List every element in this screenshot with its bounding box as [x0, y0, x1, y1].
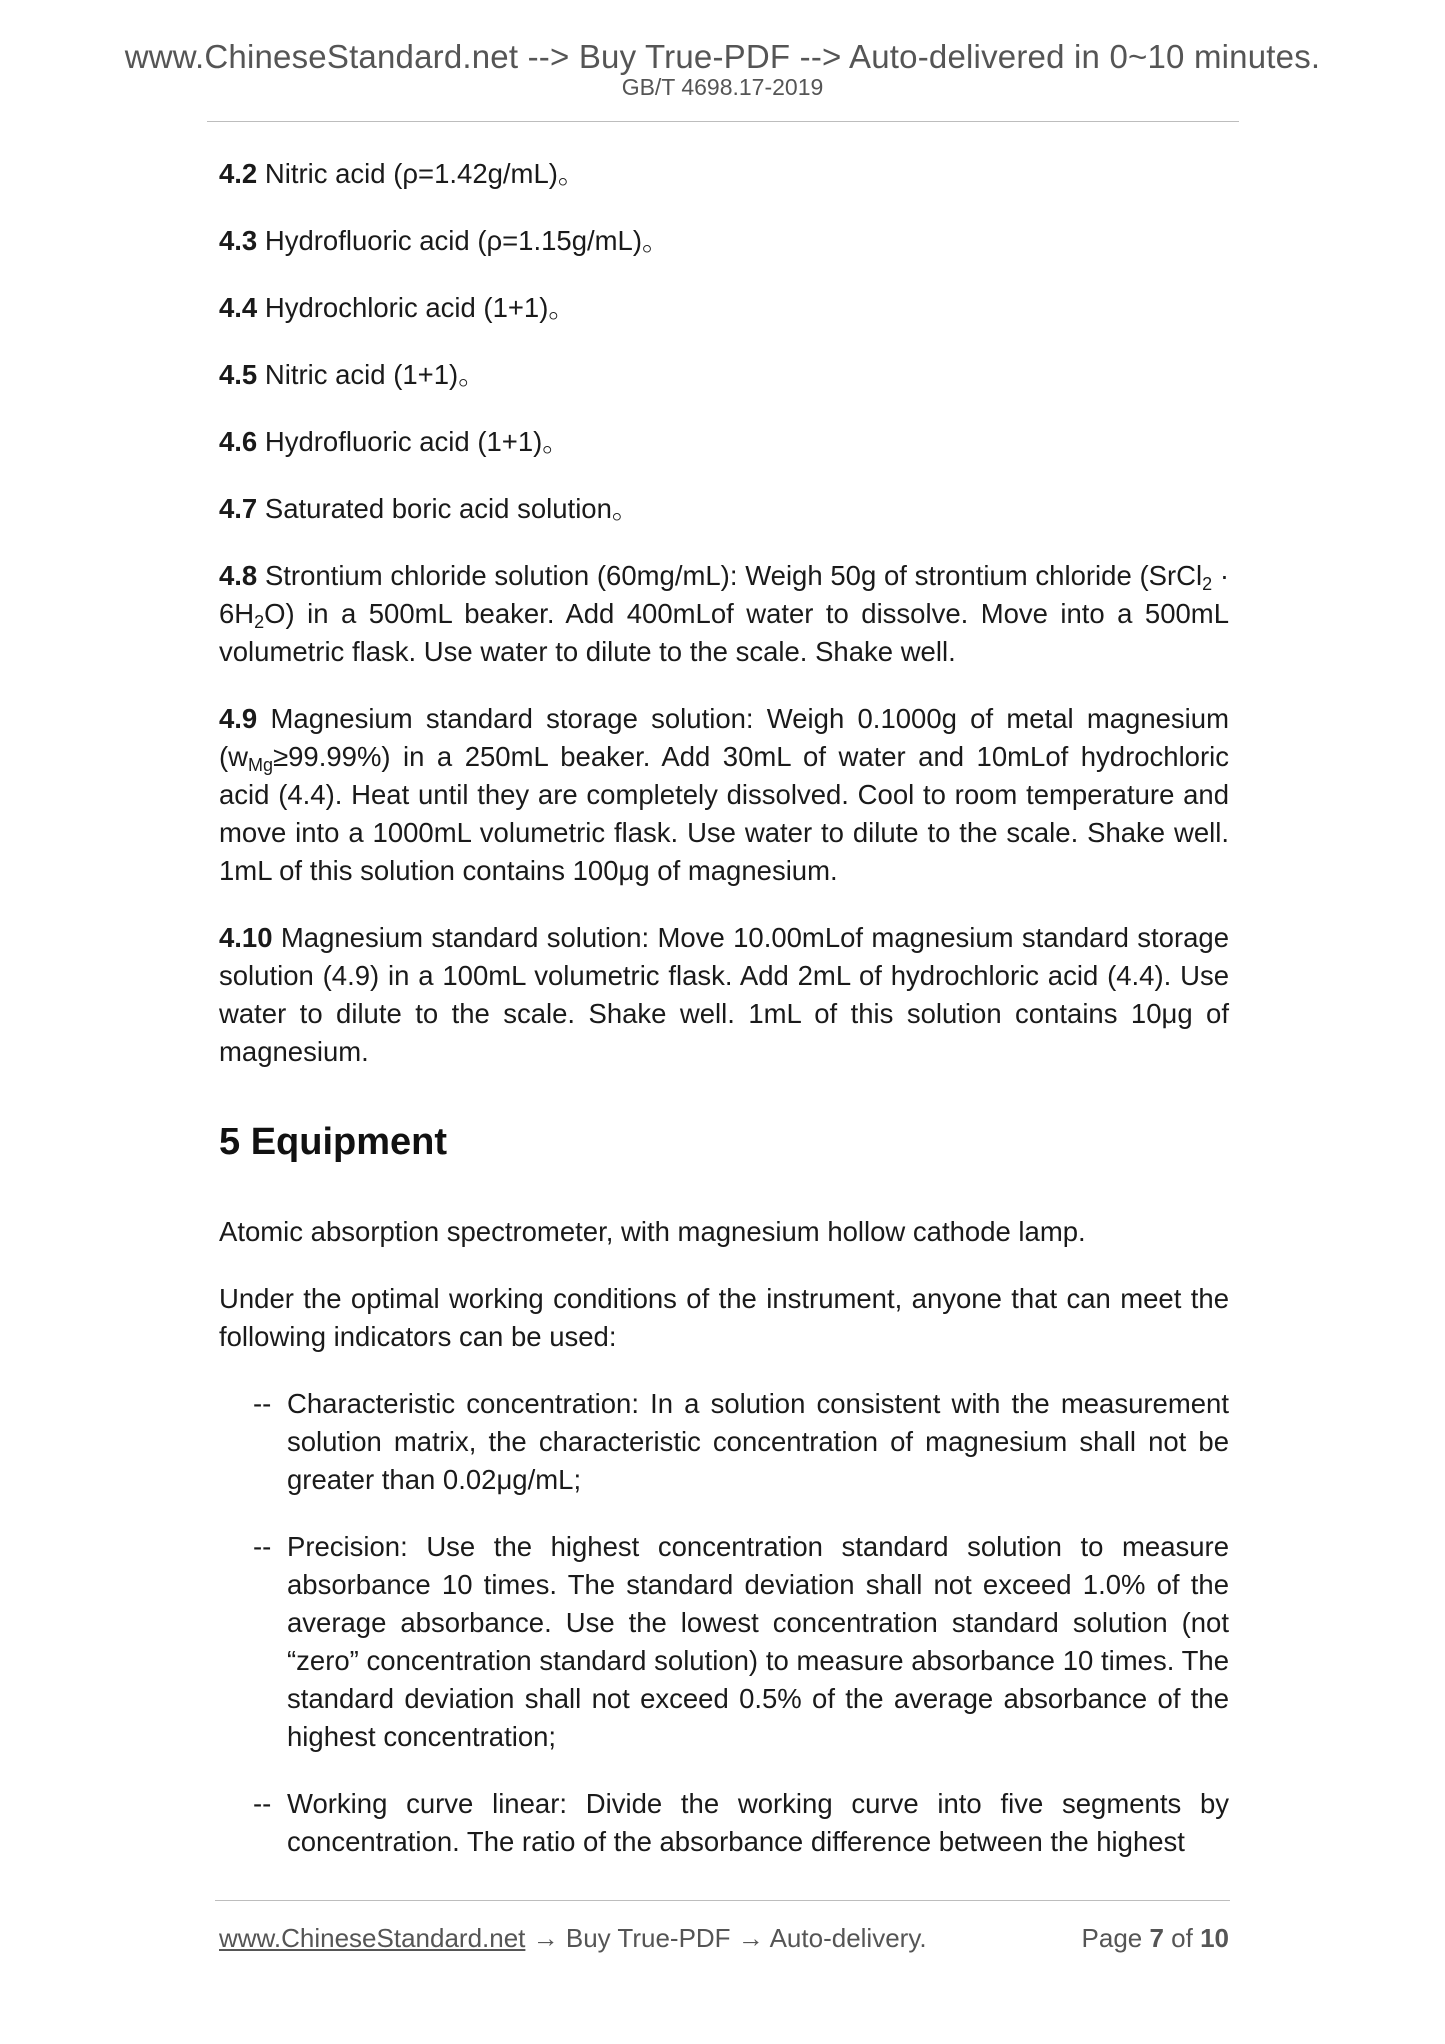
clause-4-7	[219, 490, 1229, 528]
list-dash: --	[253, 1788, 272, 1819]
clause-number: 4.6	[219, 426, 258, 457]
list-item-text: Precision: Use the highest concentration standard solution to measure absorbance 10 times. The standard deviation shall not exceed 1.0% of the average absorbance. Use the lowest concentration standard solution (not “zero” concentration standard solution) to measure absorbance 10 times. The standard deviation shall not exceed 0.5% of the average absorbance of the highest concentration;	[287, 1531, 1229, 1752]
clause-text: Nitric acid (1+1)。	[257, 359, 486, 390]
list-item	[253, 1785, 1229, 1861]
clause-4-3	[219, 222, 1229, 260]
document-body	[219, 155, 1229, 1861]
header-divider	[207, 121, 1239, 122]
clause-number: 4.5	[219, 359, 258, 390]
clause-4-10	[219, 919, 1229, 1071]
clause-number: 4.4	[219, 292, 258, 323]
of-label: of	[1163, 1923, 1201, 1953]
standard-code: GB/T 4698.17-2019	[621, 74, 824, 100]
section-heading: 5 Equipment	[219, 1121, 448, 1163]
clause-text: Hydrochloric acid (1+1)。	[257, 292, 576, 323]
clause-4-8	[219, 557, 1229, 671]
clause-number: 4.8	[219, 560, 258, 591]
arrow-icon: →	[730, 1923, 770, 1953]
clause-text: Hydrofluoric acid (ρ=1.15g/mL)。	[257, 225, 670, 256]
list-dash: --	[253, 1531, 272, 1562]
footer-site-link[interactable]: www.ChineseStandard.net	[219, 1923, 526, 1953]
arrow-icon: →	[525, 1923, 566, 1953]
footer-divider	[215, 1900, 1230, 1901]
clause-text: ≥99.99%) in a 250mL beaker. Add 30mL of water and 10mLof hydrochloric acid (4.4). Heat until they are completely dissolved. Cool to room temperature and move into a 1000mL volumetric flask. Use water to dilute to the scale. Shake well. 1mL of this solution contains 100μg of magnesium.	[219, 741, 1229, 886]
subscript: Mg	[248, 755, 274, 775]
clause-number: 4.7	[219, 493, 258, 524]
site-banner[interactable]: www.ChineseStandard.net --> Buy True-PDF --> Auto-delivered in 0~10 minutes.	[124, 38, 1321, 75]
clause-text: Strontium chloride solution (60mg/mL): Weigh 50g of strontium chloride (SrCl	[257, 560, 1203, 591]
clause-4-4	[219, 289, 1229, 327]
clause-number: 4.10	[219, 922, 273, 953]
clause-number: 4.3	[219, 225, 258, 256]
page-label: Page	[1081, 1923, 1150, 1953]
clause-text: O) in a 500mL beaker. Add 400mLof water to dissolve. Move into a 500mL volumetric flask. Use water to dilute to the scale. Shake well.	[219, 598, 1229, 667]
clause-text: · 6H	[219, 560, 1229, 629]
current-page: 7	[1149, 1923, 1164, 1953]
clause-text: Magnesium standard solution: Move 10.00mLof magnesium standard storage solution (4.9) in a 100mL volumetric flask. Add 2mL of hydrochloric acid (4.4). Use water to dilute to the scale. Shake well. 1mL of this solution contains 10μg of magnesium.	[219, 922, 1229, 1067]
clause-text: Saturated boric acid solution。	[257, 493, 640, 524]
page-indicator	[1082, 1921, 1229, 1955]
subscript: 2	[1202, 574, 1213, 594]
clause-4-2	[219, 155, 1229, 193]
clause-4-5	[219, 356, 1229, 394]
list-item	[253, 1528, 1229, 1756]
clause-text: Hydrofluoric acid (1+1)。	[257, 426, 570, 457]
list-item-text: Working curve linear: Divide the working curve into five segments by concentration. The ratio of the absorbance difference between the highest	[287, 1788, 1229, 1857]
list-item	[253, 1385, 1229, 1499]
footer-buy-text: Buy True-PDF	[565, 1923, 731, 1953]
subscript: 2	[254, 612, 265, 632]
total-pages: 10	[1200, 1923, 1229, 1953]
clause-text: Magnesium standard storage solution: Weigh 0.1000g of metal magnesium (w	[219, 703, 1229, 772]
clause-number: 4.9	[219, 703, 258, 734]
list-item-text: Characteristic concentration: In a solution consistent with the measurement solution matrix, the characteristic concentration of magnesium shall not be greater than 0.02μg/mL;	[287, 1388, 1229, 1495]
clause-number: 4.2	[219, 158, 258, 189]
paragraph: Atomic absorption spectrometer, with magnesium hollow cathode lamp.	[219, 1216, 1086, 1247]
footer-delivery-text: Auto-delivery.	[769, 1923, 927, 1953]
paragraph: Under the optimal working conditions of the instrument, anyone that can meet the following indicators can be used:	[219, 1283, 1229, 1352]
list-dash: --	[253, 1388, 272, 1419]
footer-left	[219, 1921, 927, 1955]
clause-text: Nitric acid (ρ=1.42g/mL)。	[257, 158, 586, 189]
clause-4-6	[219, 423, 1229, 461]
clause-4-9	[219, 700, 1229, 890]
